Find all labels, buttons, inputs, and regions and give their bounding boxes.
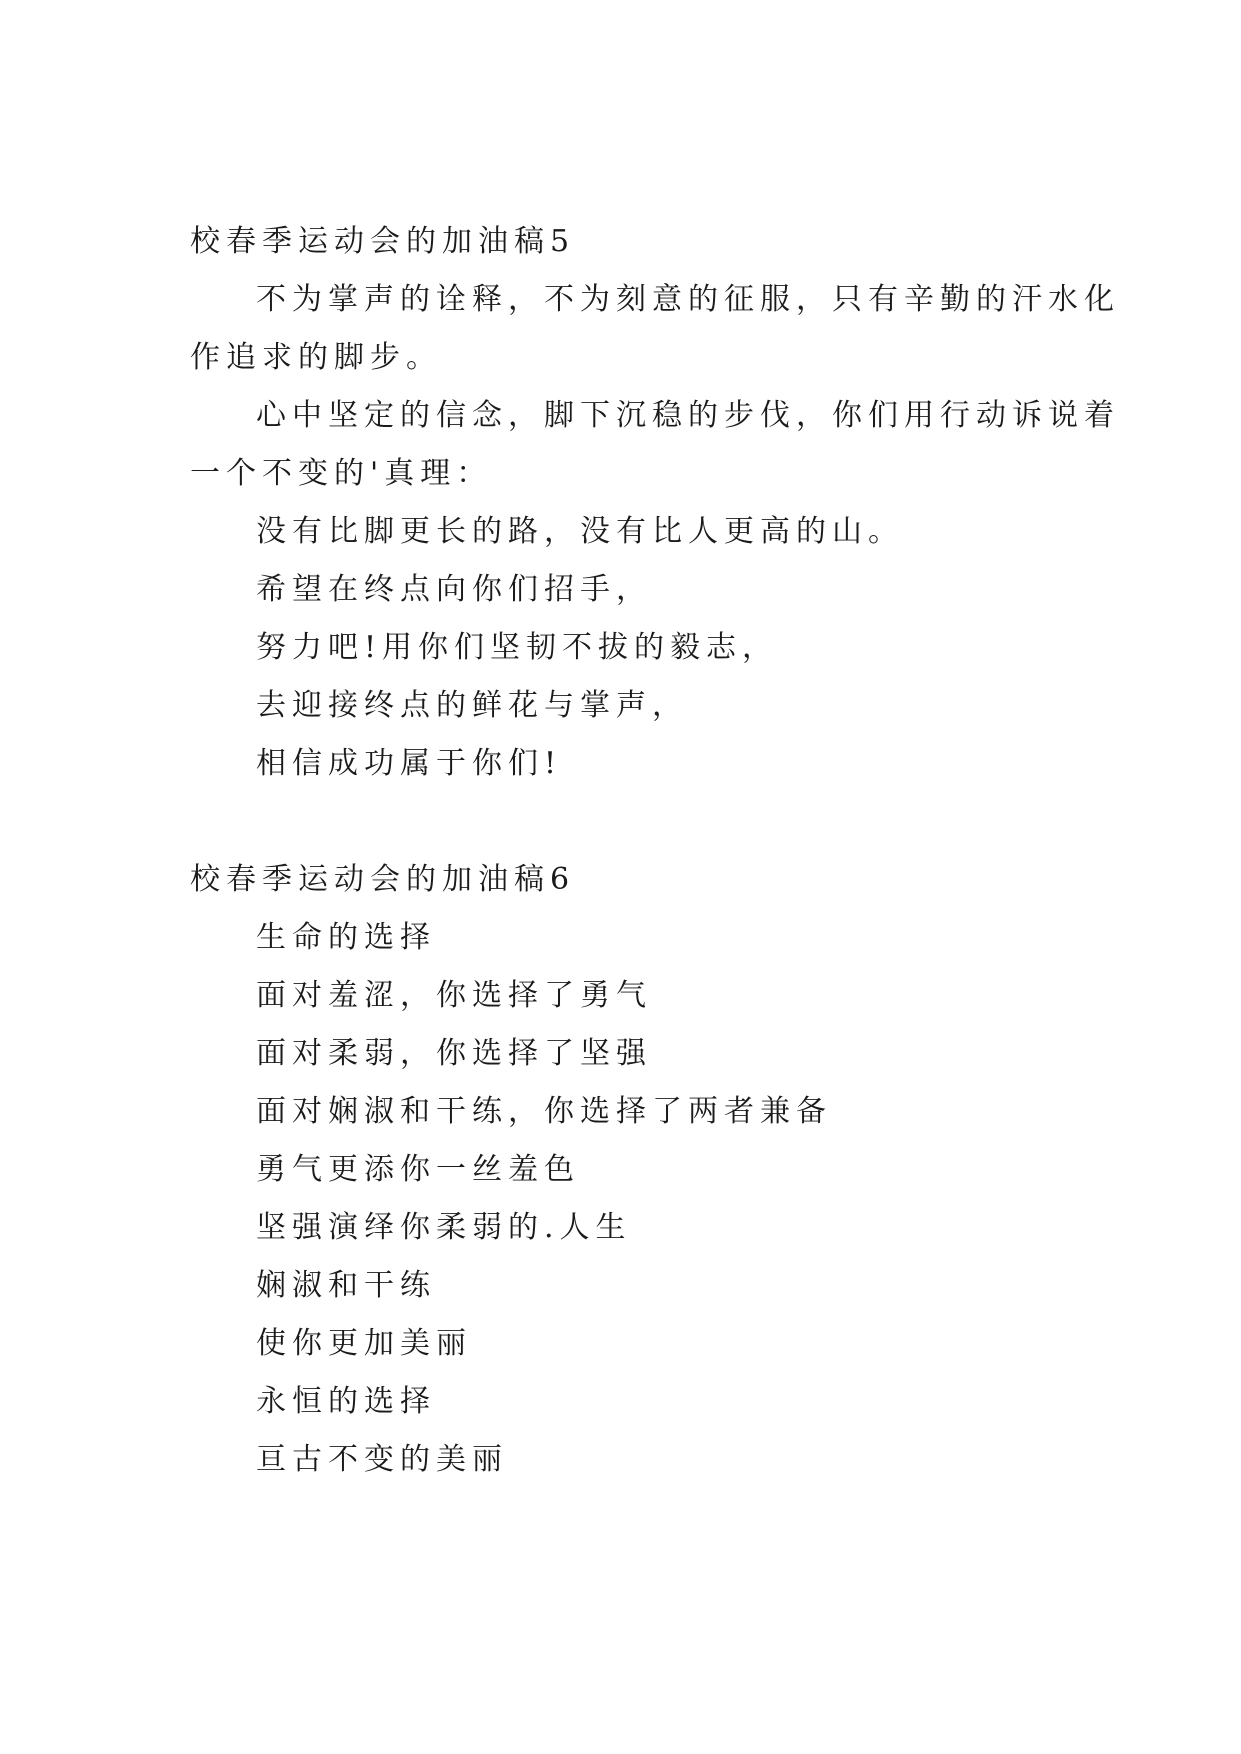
paragraph-line: 相信成功属于你们! [256,746,563,781]
paragraph-line: 面对娴淑和干练，你选择了两者兼备 [256,1094,832,1129]
paragraph-line: 永恒的选择 [256,1384,436,1419]
paragraph-line: 心中坚定的信念，脚下沉稳的步伐，你们用行动诉说着 [256,398,1120,433]
paragraph-line: 一个不变的'真理： [190,456,493,491]
paragraph-line: 希望在终点向你们招手， [256,572,652,607]
paragraph-line: 使你更加美丽 [256,1326,472,1361]
paragraph-line: 勇气更添你一丝羞色 [256,1152,580,1187]
paragraph-line: 努力吧!用你们坚韧不拔的毅志， [256,630,779,665]
paragraph-line: 面对羞涩，你选择了勇气 [256,978,652,1013]
paragraph-line: 亘古不变的美丽 [256,1442,508,1477]
paragraph-line: 生命的选择 [256,920,436,955]
paragraph-line: 娴淑和干练 [256,1268,436,1303]
paragraph-line: 不为掌声的诠释，不为刻意的征服，只有辛勤的汗水化 [256,282,1120,317]
section-title: 校春季运动会的加油稿6 [190,862,576,897]
paragraph-line: 面对柔弱，你选择了坚强 [256,1036,652,1071]
paragraph-line: 没有比脚更长的路，没有比人更高的山。 [256,514,904,549]
paragraph-line: 坚强演绎你柔弱的.人生 [256,1210,632,1245]
paragraph-line: 去迎接终点的鲜花与掌声， [256,688,688,723]
section-title: 校春季运动会的加油稿5 [190,224,576,259]
paragraph-line: 作追求的脚步。 [190,340,442,375]
